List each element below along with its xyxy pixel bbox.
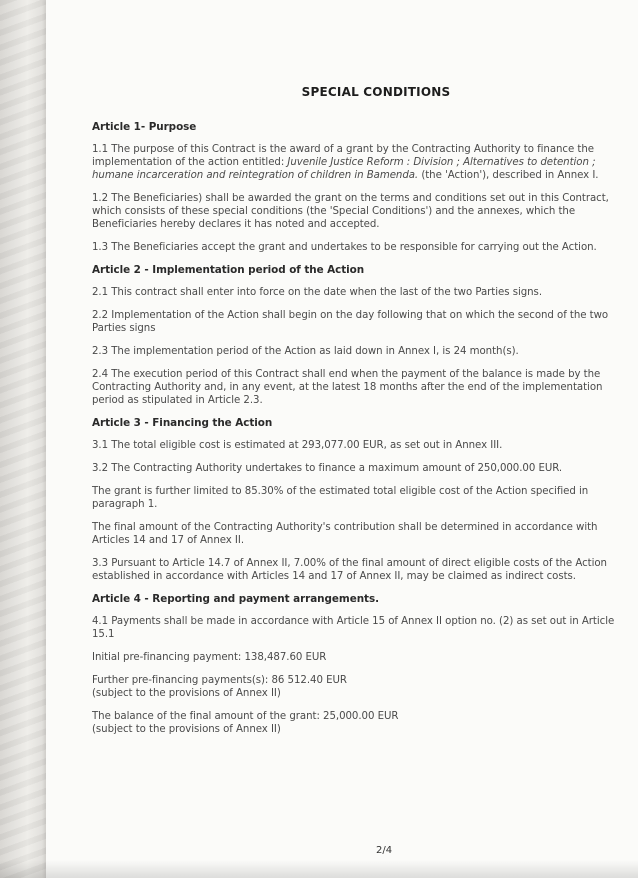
- article-3-heading: Article 3 - Financing the Action: [92, 417, 273, 429]
- paragraph-text: (the 'Action'), described in Annex I.: [418, 170, 599, 181]
- article-3-paragraph-4: The final amount of the Contracting Authority's contribution shall be determined in accordance with Articles 14 and 17 of Annex II.: [92, 522, 598, 546]
- article-4-paragraph-3: [92, 674, 620, 700]
- document-body: [92, 80, 620, 746]
- article-4-paragraph-1: 4.1 Payments shall be made in accordance with Article 15 of Annex II option no. (2) as set out in Article 15.1: [92, 616, 615, 640]
- article-4-paragraph-4: [92, 710, 620, 736]
- article-1-paragraph-1: [92, 143, 620, 182]
- article-1-paragraph-2: 1.2 The Beneficiaries) shall be awarded the grant on the terms and conditions set out in this Contract, which consists of these special conditions (the 'Special Conditions') and the annexes, which the Beneficiaries hereby declares it has noted and accepted.: [92, 193, 609, 230]
- paragraph-line: Further pre-financing payments(s): 86 512.40 EUR: [92, 675, 347, 686]
- article-2-heading: Article 2 - Implementation period of the Action: [92, 264, 365, 276]
- article-3-paragraph-2: 3.2 The Contracting Authority undertakes to finance a maximum amount of 250,000.00 EUR.: [92, 463, 563, 474]
- paragraph-line: (subject to the provisions of Annex II): [92, 688, 281, 699]
- paragraph-line: The balance of the final amount of the grant: 25,000.00 EUR: [92, 711, 399, 722]
- paragraph-text: 1.1 The purpose of this Contract is the award of a grant by the Contracting Authority to finance the implementation of the action entitled:: [92, 144, 594, 168]
- paragraph-line: (subject to the provisions of Annex II): [92, 724, 281, 735]
- binder-edge: [0, 0, 46, 878]
- article-1-paragraph-3: 1.3 The Beneficiaries accept the grant and undertakes to be responsible for carrying out the Action.: [92, 242, 597, 253]
- article-2-paragraph-1: 2.1 This contract shall enter into force on the date when the last of the two Parties signs.: [92, 287, 543, 298]
- scan-shadow: [0, 860, 638, 878]
- article-2-paragraph-2: 2.2 Implementation of the Action shall begin on the day following that on which the second of the two Parties signs: [92, 310, 609, 334]
- article-2-paragraph-4: 2.4 The execution period of this Contract shall end when the payment of the balance is made by the Contracting Authority and, in any event, at the latest 18 months after the end of the implementation period as stipulated in Article 2.3.: [92, 369, 603, 406]
- article-4-paragraph-2: Initial pre-financing payment: 138,487.60 EUR: [92, 652, 327, 663]
- action-title: Juvenile Justice Reform : Division ; Alternatives to detention ; humane incarceration and reintegration of children in Bamenda.: [92, 157, 596, 181]
- page-number: 2/4: [376, 845, 393, 856]
- article-1-heading: Article 1- Purpose: [92, 121, 197, 133]
- article-2-paragraph-3: 2.3 The implementation period of the Action as laid down in Annex I, is 24 month(s).: [92, 346, 519, 357]
- article-3-paragraph-1: 3.1 The total eligible cost is estimated at 293,077.00 EUR, as set out in Annex III.: [92, 440, 503, 451]
- document-title: SPECIAL CONDITIONS: [301, 85, 451, 99]
- article-4-heading: Article 4 - Reporting and payment arrangements.: [92, 593, 379, 605]
- article-3-paragraph-5: 3.3 Pursuant to Article 14.7 of Annex II, 7.00% of the final amount of direct eligible costs of the Action established in accordance with Articles 14 and 17 of Annex II, may be claimed as indirect costs.: [92, 558, 607, 582]
- article-3-paragraph-3: The grant is further limited to 85.30% of the estimated total eligible cost of the Action specified in paragraph 1.: [92, 486, 589, 510]
